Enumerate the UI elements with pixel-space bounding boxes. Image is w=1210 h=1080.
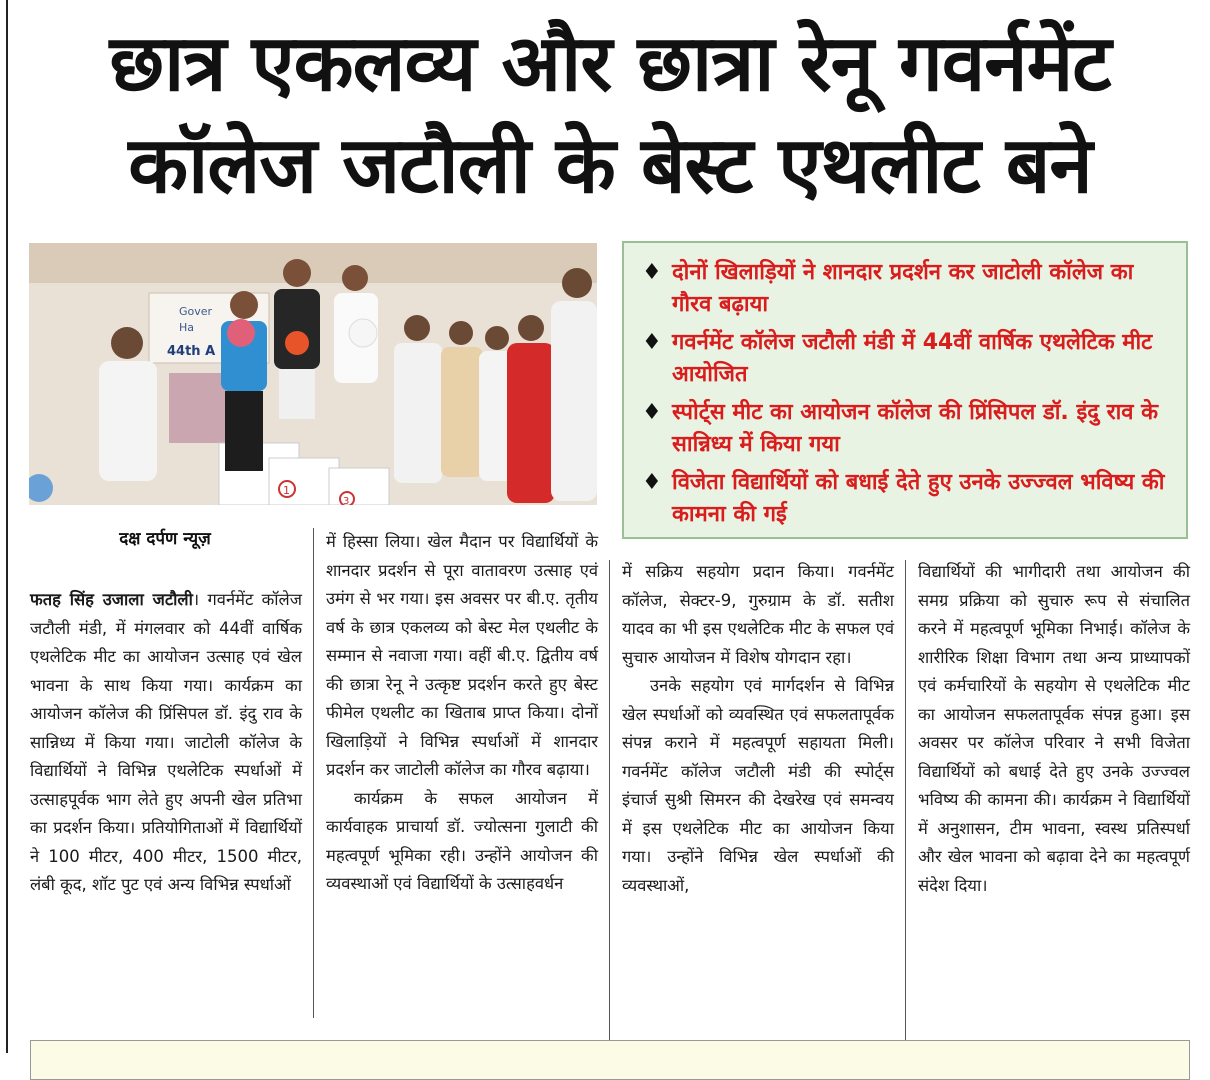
podium-mark-3: 3 bbox=[343, 496, 350, 505]
highlight-item bbox=[642, 467, 1170, 531]
highlight-text: दोनों खिलाड़ियों ने शानदार प्रदर्शन कर जाटोली कॉलेज का गौरव बढ़ाया bbox=[672, 260, 1134, 317]
event-photo bbox=[29, 243, 597, 505]
headline bbox=[20, 14, 1200, 218]
diamond-bullet-icon: ♦ bbox=[642, 330, 662, 355]
article-paragraph: कार्यक्रम के सफल आयोजन में कार्यवाहक प्राचार्या डॉ. ज्योत्सना गुलाटी की महत्वपूर्ण भूमिका रही। उन्होंने आयोजन की व्यवस्थाओं एवं विद्यार्थियों के उत्साहवर्धन bbox=[326, 788, 598, 893]
article-column-4 bbox=[918, 558, 1190, 900]
article-paragraph: विद्यार्थियों की भागीदारी तथा आयोजन की समग्र प्रक्रिया को सुचारु रूप से संचालित करने में महत्वपूर्ण भूमिका निभाई। कॉलेज के शारीरिक शिक्षा विभाग तथा अन्य प्राध्यापकों एवं कर्मचारियों के सहयोग से एथलेटिक मीट का आयोजन सफलतापूर्वक संपन्न हुआ। इस अवसर पर कॉलेज परिवार ने सभी विजेता विद्यार्थियों को बधाई देते हुए उनके उज्ज्वल भविष्य की कामना की। कार्यक्रम ने विद्यार्थियों में अनुशासन, टीम भावना, स्वस्थ प्रतिस्पर्धा और खेल भावना को बढ़ावा देने का महत्वपूर्ण संदेश दिया। bbox=[918, 562, 1190, 895]
banner-text-3: 44th A bbox=[167, 344, 216, 359]
diamond-bullet-icon: ♦ bbox=[642, 260, 662, 285]
headline-line-2: कॉलेज जटौली के बेस्ट एथलीट बने bbox=[128, 121, 1092, 211]
highlight-text: गवर्नमेंट कॉलेज जटौली मंडी में 44वीं वार्षिक एथलेटिक मीट आयोजित bbox=[672, 330, 1153, 387]
next-article-box bbox=[30, 1040, 1190, 1080]
highlight-item bbox=[642, 327, 1170, 391]
article-paragraph: में हिस्सा लिया। खेल मैदान पर विद्यार्थियों के शानदार प्रदर्शन से पूरा वातावरण उत्साह एवं उमंग से भर गया। इस अवसर पर बी.ए. तृतीय वर्ष के छात्र एकलव्य को बेस्ट मेल एथलीट के सम्मान से नवाजा गया। वहीं बी.ए. द्वितीय वर्ष की छात्रा रेनू ने उत्कृष्ट प्रदर्शन करते हुए बेस्ट फीमेल एथलीट का खिताब प्राप्त किया। दोनों खिलाड़ियों ने विभिन्न स्पर्धाओं में शानदार प्रदर्शन कर जाटोली कॉलेज का गौरव बढ़ाया। bbox=[326, 532, 598, 779]
byline: दक्ष दर्पण न्यूज़ bbox=[119, 529, 211, 549]
column-divider bbox=[905, 560, 906, 1050]
article-column-3 bbox=[622, 558, 894, 900]
diamond-bullet-icon: ♦ bbox=[642, 470, 662, 495]
banner-text-2: Ha bbox=[179, 321, 195, 334]
podium-mark-1: 1 bbox=[283, 484, 290, 497]
article-column-2 bbox=[326, 528, 598, 899]
article-paragraph: में सक्रिय सहयोग प्रदान किया। गवर्नमेंट कॉलेज, सेक्टर-9, गुरुग्राम के डॉ. सतीश यादव का भी इस एथलेटिक मीट के सफल एवं सुचारु आयोजन में विशेष योगदान रहा। bbox=[622, 562, 894, 667]
article-column-1 bbox=[30, 586, 302, 900]
dateline: फतह सिंह उजाला जटौली bbox=[30, 590, 193, 609]
headline-line-1: छात्र एकलव्य और छात्रा रेनू गवर्नमेंट bbox=[109, 19, 1111, 109]
highlight-text: स्पोर्ट्स मीट का आयोजन कॉलेज की प्रिंसिपल डॉ. इंदु राव के सान्निध्य में किया गया bbox=[672, 400, 1159, 457]
column-divider bbox=[609, 560, 610, 1050]
diamond-bullet-icon: ♦ bbox=[642, 400, 662, 425]
article-paragraph bbox=[30, 586, 302, 900]
highlight-item bbox=[642, 257, 1170, 321]
column-divider bbox=[313, 528, 314, 1018]
paragraph-text: । गवर्नमेंट कॉलेज जटौली मंडी, में मंगलवार को 44वीं वार्षिक एथलेटिक मीट का आयोजन उत्साह एवं खेल भावना के साथ किया गया। कार्यक्रम का आयोजन कॉलेज की प्रिंसिपल डॉ. इंदु राव के सान्निध्य में किया गया। जाटोली कॉलेज के विद्यार्थियों ने विभिन्न एथलेटिक स्पर्धाओं में उत्साहपूर्वक भाग लेते हुए अपनी खेल प्रतिभा का प्रदर्शन किया। प्रतियोगिताओं में विद्यार्थियों ने 100 मीटर, 400 मीटर, 1500 मीटर, लंबी कूद, शॉट पुट एवं अन्य विभिन्न स्पर्धाओं bbox=[30, 590, 302, 894]
page-left-border bbox=[6, 0, 8, 1053]
article-paragraph: उनके सहयोग एवं मार्गदर्शन से विभिन्न खेल स्पर्धाओं को व्यवस्थित एवं सफलतापूर्वक संपन्न कराने में महत्वपूर्ण सहायता मिली। गवर्नमेंट कॉलेज जटौली मंडी की स्पोर्ट्स इंचार्ज सुश्री सिमरन की देखरेख एवं समन्वय में इस एथलेटिक मीट का आयोजन किया गया। उन्होंने विभिन्न खेल स्पर्धाओं की व्यवस्थाओं, bbox=[622, 676, 894, 895]
highlights-box bbox=[622, 241, 1188, 539]
banner-text-1: Gover bbox=[179, 305, 213, 318]
highlight-text: विजेता विद्यार्थियों को बधाई देते हुए उनके उज्ज्वल भविष्य की कामना की गई bbox=[672, 470, 1165, 527]
event-photo-illustration bbox=[29, 243, 597, 505]
person-right-man bbox=[551, 268, 597, 501]
highlight-item bbox=[642, 397, 1170, 461]
